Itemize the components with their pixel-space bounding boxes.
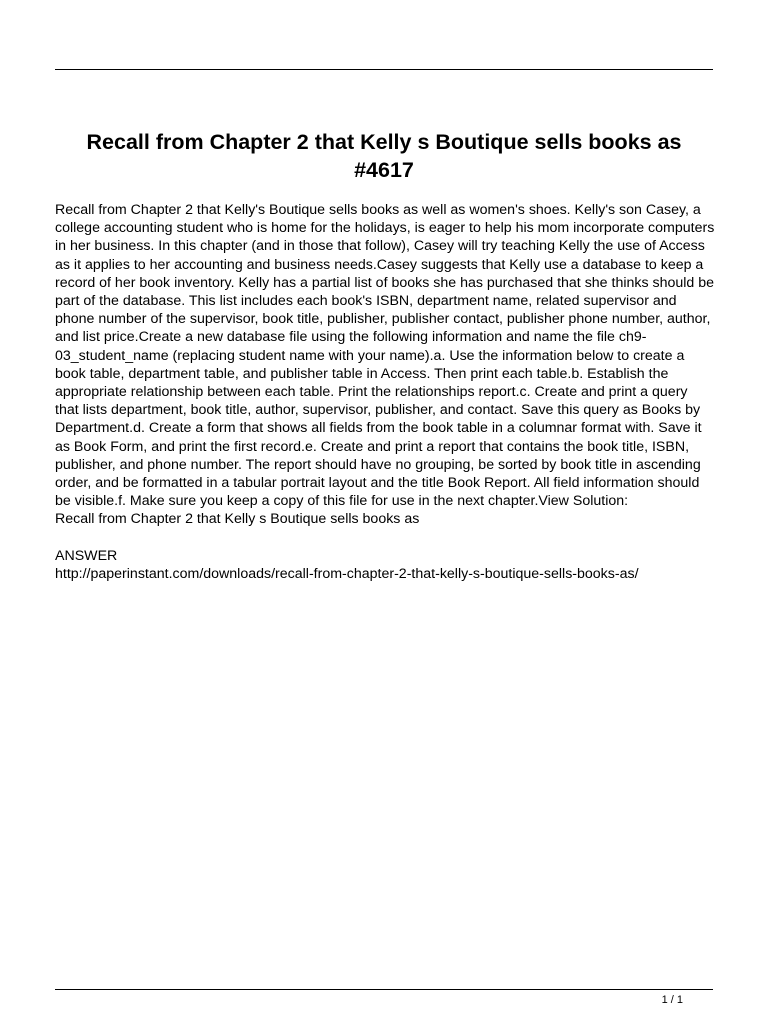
page-number: 1 / 1: [661, 994, 683, 1006]
answer-label: ANSWER: [55, 547, 118, 564]
repeat-title-line: Recall from Chapter 2 that Kelly s Boutique sells books as: [55, 511, 420, 528]
page-title: [55, 128, 713, 184]
title-line-1: Recall from Chapter 2 that Kelly s Boutique sells books as: [86, 130, 682, 154]
answer-url: http://paperinstant.com/downloads/recall-from-chapter-2-that-kelly-s-boutique-sells-books-as/: [55, 566, 639, 583]
document-content: [55, 201, 715, 583]
bottom-divider: [55, 989, 713, 990]
title-line-2: #4617: [354, 158, 414, 182]
top-divider: [55, 69, 713, 70]
body-paragraph: Recall from Chapter 2 that Kelly's Boutique sells books as well as women's shoes. Kelly's son Casey, a college accounting student who is home for the holidays, is eager to help his mom incorporate computers in her business. In this chapter (and in those that follow), Casey will try teaching Kelly the use of Access as it applies to her accounting and business needs.Casey suggests that Kelly use a database to keep a record of her book inventory. Kelly has a partial list of books she has purchased that she thinks should be part of the database. This list includes each book's ISBN, department name, related supervisor and phone number of the supervisor, book title, publisher, publisher contact, publisher phone number, author, and list price.Create a new database file using the following information and name the file ch9-03_student_name (replacing student name with your name).a. Use the information below to create a book table, department table, and publisher table in Access. Then print each table.b. Establish the appropriate relationship between each table. Print the relationships report.c. Create and print a query that lists department, book title, author, supervisor, publisher, and contact. Save this query as Books by Department.d. Create a form that shows all fields from the book table in a columnar format with. Save it as Book Form, and print the first record.e. Create and print a report that contains the book title, ISBN, publisher, and phone number. The report should have no grouping, be sorted by book title in ascending order, and be formatted in a tabular portrait layout and the title Book Report. All field information should be visible.f. Make sure you keep a copy of this file for use in the next chapter.View Solution:: [55, 202, 715, 510]
